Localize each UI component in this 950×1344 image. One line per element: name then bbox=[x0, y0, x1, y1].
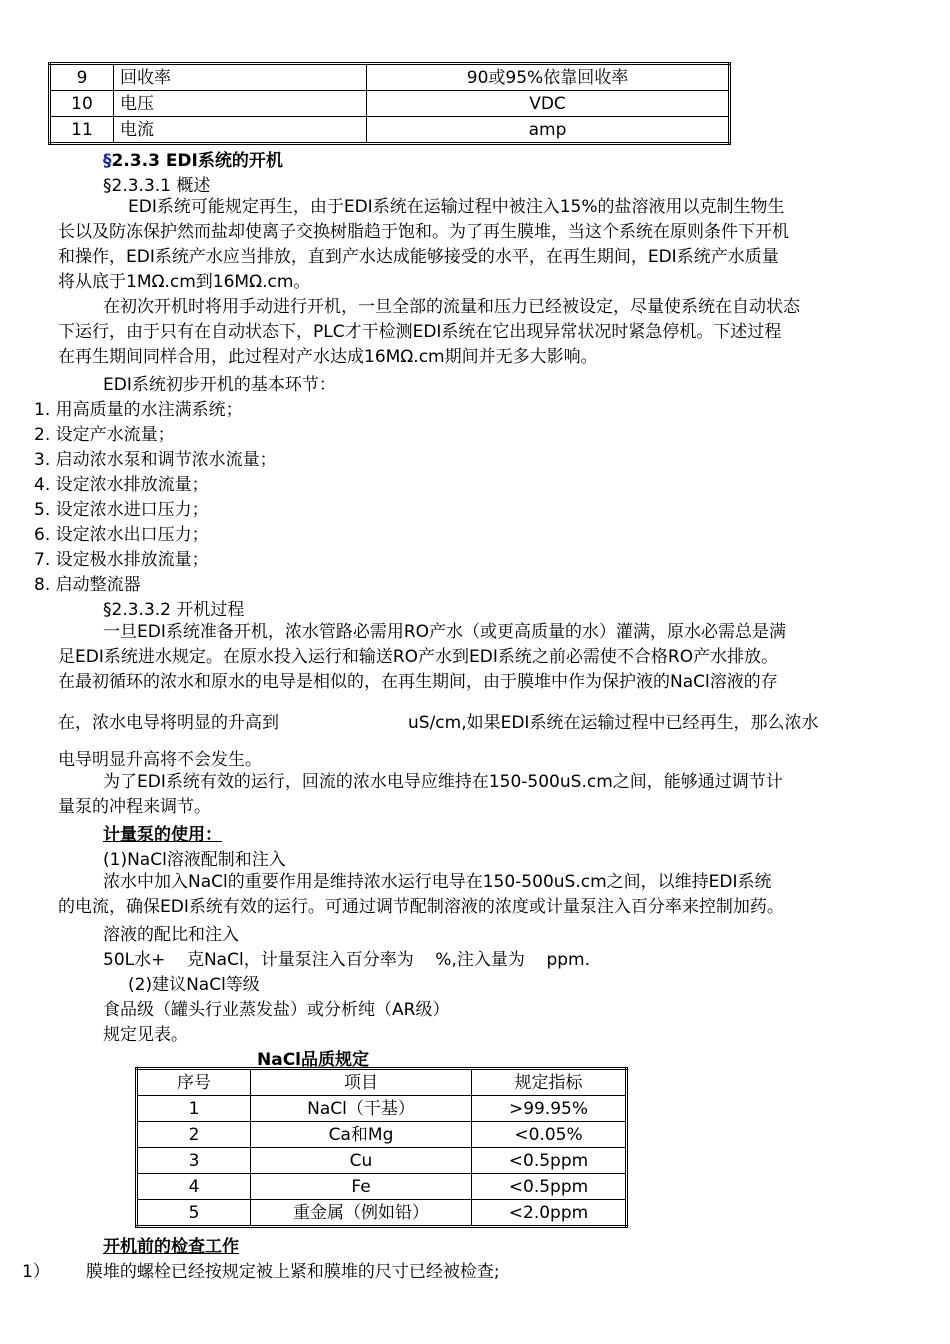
table-row bbox=[137, 1096, 627, 1122]
paragraph-line: 在初次开机时将用手动进行开机，一旦全部的流量和压力已经被设定，尽量使系统在自动状态 bbox=[103, 297, 800, 317]
table-row bbox=[50, 117, 730, 144]
paragraph-line-part: uS/cm,如果EDI系统在运输过程中已经再生，那么浓水 bbox=[408, 713, 819, 733]
see-table-line: 规定见表。 bbox=[103, 1025, 188, 1045]
cell-spec: <0.5ppm bbox=[472, 1148, 627, 1174]
table-header-row bbox=[137, 1069, 627, 1096]
nacl-quality-table bbox=[135, 1067, 628, 1228]
cell-no: 3 bbox=[137, 1148, 251, 1174]
pump-usage-heading: 计量泵的使用： bbox=[103, 825, 222, 845]
row-value: 90或95%依靠回收率 bbox=[367, 64, 730, 91]
paragraph-line: 量泵的冲程来调节。 bbox=[58, 797, 211, 817]
cell-item: 重金属（例如铅） bbox=[251, 1200, 472, 1227]
cell-no: 5 bbox=[137, 1200, 251, 1227]
cell-item: Fe bbox=[251, 1174, 472, 1200]
table-row bbox=[50, 91, 730, 117]
table-row bbox=[137, 1200, 627, 1227]
ratio-line: 50L水+ 克NaCl，计量泵注入百分率为 %,注入量为 ppm. bbox=[103, 950, 591, 970]
table-row bbox=[137, 1174, 627, 1200]
list-number: 8. bbox=[34, 575, 51, 595]
section-symbol: § bbox=[103, 151, 112, 171]
list-number: 2. bbox=[34, 425, 51, 445]
cell-spec: <0.5ppm bbox=[472, 1174, 627, 1200]
list-item bbox=[34, 545, 209, 570]
section-heading bbox=[103, 146, 283, 171]
table-row bbox=[50, 64, 730, 91]
grade-line: 食品级（罐头行业蒸发盐）或分析纯（AR级） bbox=[103, 1000, 450, 1020]
paragraph-line: 下运行，由于只有在自动状态下，PLC才干检测EDI系统在它出现异常状况时紧急停机。下述过程 bbox=[58, 322, 782, 342]
paragraph-line: EDI系统可能规定再生，由于EDI系统在运输过程中被注入15%的盐溶液用以克制生物生 bbox=[128, 197, 785, 217]
row-number: 9 bbox=[50, 64, 114, 91]
cell-spec: <2.0ppm bbox=[472, 1200, 627, 1227]
list-item bbox=[34, 445, 277, 470]
list-number: 1） bbox=[22, 1262, 50, 1282]
row-value: amp bbox=[367, 117, 730, 144]
list-item bbox=[34, 520, 209, 545]
row-item: 电压 bbox=[114, 91, 367, 117]
paragraph-line: 电导明显升高将不会发生。 bbox=[58, 750, 262, 770]
cell-item: NaCl（干基） bbox=[251, 1096, 472, 1122]
list-number: 4. bbox=[34, 475, 51, 495]
subsection-startup-title: §2.3.3.2 开机过程 bbox=[103, 600, 245, 620]
column-header: 序号 bbox=[137, 1069, 251, 1096]
row-number: 11 bbox=[50, 117, 114, 144]
list-number: 7. bbox=[34, 550, 51, 570]
paragraph-line: 长以及防冻保护然而盐却使离子交换树脂趋于饱和。为了再生膜堆，当这个系统在原则条件下开机 bbox=[58, 222, 789, 242]
paragraph-line: 在最初循环的浓水和原水的电导是相似的，在再生期间，由于膜堆中作为保护液的NaCl溶液的存 bbox=[58, 672, 778, 692]
list-text: 设定产水流量； bbox=[55, 425, 175, 445]
ratio-title: 溶液的配比和注入 bbox=[103, 925, 239, 945]
list-item bbox=[34, 395, 243, 420]
paragraph-line-part: 在，浓水电导将明显的升高到 bbox=[58, 713, 279, 733]
list-item bbox=[34, 420, 175, 445]
list-text: 膜堆的螺栓已经按规定被上紧和膜堆的尺寸已经被检查; bbox=[85, 1262, 500, 1282]
cell-no: 1 bbox=[137, 1096, 251, 1122]
row-item: 电流 bbox=[114, 117, 367, 144]
list-item bbox=[34, 495, 209, 520]
list-text: 设定极水排放流量； bbox=[55, 550, 209, 570]
list-item bbox=[34, 470, 209, 495]
section-title: 2.3.3 EDI系统的开机 bbox=[111, 151, 283, 171]
nacl-preparation-title: (1)NaCl溶液配制和注入 bbox=[103, 850, 286, 870]
row-number: 10 bbox=[50, 91, 114, 117]
paragraph-line: 和操作，EDI系统产水应当排放，直到产水达成能够接受的水平，在再生期间，EDI系统产水质量 bbox=[58, 247, 779, 267]
table-row bbox=[137, 1122, 627, 1148]
table-row bbox=[137, 1148, 627, 1174]
list-text: 启动整流器 bbox=[55, 575, 141, 595]
paragraph-line: 一旦EDI系统准备开机，浓水管路必需用RO产水（或更高质量的水）灌满，原水必需总是满 bbox=[103, 622, 787, 642]
paragraph-line: 足EDI系统进水规定。在原水投入运行和输送RO产水到EDI系统之前必需使不合格RO产水排放。 bbox=[58, 647, 779, 667]
paragraph-line: 浓水中加入NaCl的重要作用是维持浓水运行电导在150-500uS.cm之间，以维持EDI系统 bbox=[103, 872, 772, 892]
cell-spec: >99.95% bbox=[472, 1096, 627, 1122]
column-header: 规定指标 bbox=[472, 1069, 627, 1096]
paragraph-line: 在再生期间同样合用，此过程对产水达成16MΩ.cm期间并无多大影响。 bbox=[58, 347, 598, 367]
list-text: 用高质量的水注满系统； bbox=[55, 400, 243, 420]
list-text: 设定浓水进口压力； bbox=[55, 500, 209, 520]
cell-item: Cu bbox=[251, 1148, 472, 1174]
row-value: VDC bbox=[367, 91, 730, 117]
paragraph-line: 为了EDI系统有效的运行，回流的浓水电导应维持在150-500uS.cm之间，能够通过调节计 bbox=[103, 772, 783, 792]
list-item bbox=[22, 1257, 500, 1282]
spec-table-top bbox=[48, 62, 731, 145]
cell-no: 2 bbox=[137, 1122, 251, 1148]
nacl-table-title: NaCl品质规定 bbox=[257, 1050, 370, 1070]
subsection-overview-title: §2.3.3.1 概述 bbox=[103, 176, 211, 196]
nacl-grade-title: (2)建议NaCl等级 bbox=[128, 975, 260, 995]
steps-intro: EDI系统初步开机的基本环节： bbox=[103, 375, 336, 395]
list-number: 6. bbox=[34, 525, 51, 545]
list-number: 3. bbox=[34, 450, 51, 470]
paragraph-line: 的电流，确保EDI系统有效的运行。可通过调节配制溶液的浓度或计量泵注入百分率来控制加药。 bbox=[58, 897, 784, 917]
list-item bbox=[34, 570, 141, 595]
row-item: 回收率 bbox=[114, 64, 367, 91]
paragraph-line: 将从底于1MΩ.cm到16MΩ.cm。 bbox=[58, 272, 311, 292]
cell-item: Ca和Mg bbox=[251, 1122, 472, 1148]
cell-spec: <0.05% bbox=[472, 1122, 627, 1148]
list-number: 1. bbox=[34, 400, 51, 420]
list-text: 设定浓水排放流量； bbox=[55, 475, 209, 495]
precheck-heading: 开机前的检查工作 bbox=[103, 1237, 239, 1257]
list-text: 设定浓水出口压力； bbox=[55, 525, 209, 545]
column-header: 项目 bbox=[251, 1069, 472, 1096]
list-number: 5. bbox=[34, 500, 51, 520]
list-text: 启动浓水泵和调节浓水流量； bbox=[55, 450, 277, 470]
cell-no: 4 bbox=[137, 1174, 251, 1200]
